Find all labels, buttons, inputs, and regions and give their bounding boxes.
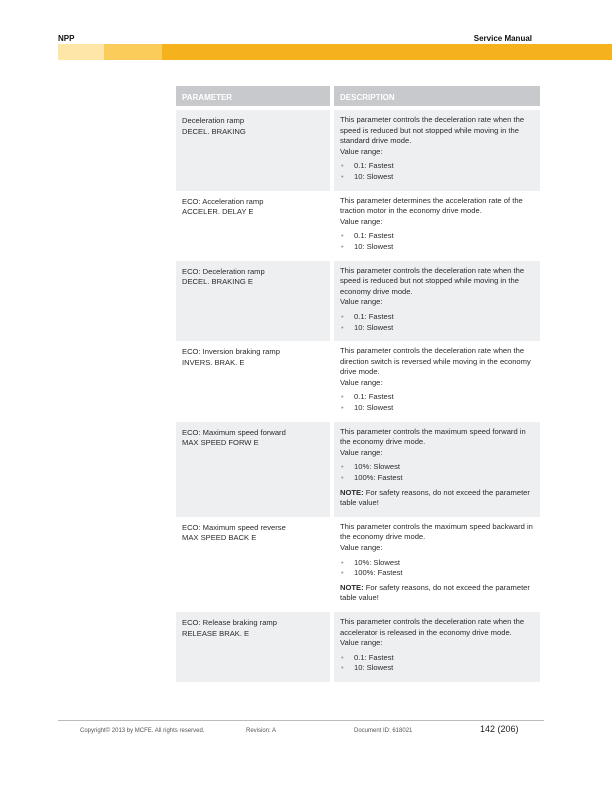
list-item: • 10%: Slowest — [340, 558, 534, 569]
parameter-code: ACCELER. DELAY E — [182, 207, 254, 217]
footer-revision: Revision: A — [246, 728, 277, 734]
list-item: • 100%: Fastest — [340, 473, 534, 484]
value-range-label: Value range: — [340, 297, 383, 307]
header-band-dark — [162, 44, 612, 60]
parameter-cell — [176, 191, 330, 261]
parameter-code: RELEASE BRAK. E — [182, 628, 250, 638]
parameter-name: Deceleration ramp — [182, 116, 245, 125]
value-list — [340, 312, 534, 333]
description-cell — [334, 110, 540, 191]
header-band-light — [58, 44, 104, 60]
value-range-label: Value range: — [340, 216, 383, 226]
footer-page-number: 142 (206) — [480, 724, 519, 734]
table-row — [176, 341, 540, 422]
note-text: For safety reasons, do not exceed the parameter table value! — [340, 582, 530, 603]
value-range-label: Value range: — [340, 146, 383, 156]
description-text: This parameter controls the deceleration rate when the speed is reduced but not stopped while moving in the standard drive mode. — [340, 115, 525, 146]
table-row — [176, 422, 540, 517]
column-header-description: DESCRIPTION — [334, 86, 540, 110]
value-range-label: Value range: — [340, 447, 383, 457]
description-cell — [334, 341, 540, 422]
parameter-cell — [176, 110, 330, 191]
parameter-cell — [176, 612, 330, 682]
description-cell — [334, 517, 540, 612]
description-cell — [334, 612, 540, 682]
parameter-name: ECO: Maximum speed forward — [182, 427, 286, 437]
footer-divider — [58, 720, 544, 721]
description-cell — [334, 191, 540, 261]
value-list — [340, 161, 534, 182]
parameter-code: INVERS. BRAK. E — [182, 357, 245, 367]
list-item: • 0.1: Fastest — [340, 392, 534, 403]
table-row — [176, 612, 540, 682]
value-range-label: Value range: — [340, 377, 383, 387]
header-band-mid — [104, 44, 162, 60]
value-list — [340, 392, 534, 413]
parameter-code: DECEL. BRAKING E — [182, 277, 253, 287]
note-label: NOTE: — [340, 582, 364, 592]
parameter-name: ECO: Deceleration ramp — [182, 266, 265, 276]
value-list — [340, 462, 534, 483]
table-row — [176, 110, 540, 191]
list-item: • 10: Slowest — [340, 172, 534, 183]
description-text: This parameter controls the maximum speed forward in the economy drive mode. — [340, 426, 526, 447]
description-cell — [334, 261, 540, 342]
value-list — [340, 653, 534, 674]
description-text: This parameter controls the maximum speed backward in the economy drive mode. — [340, 521, 533, 542]
list-item: • 10: Slowest — [340, 323, 534, 334]
description-text: This parameter controls the deceleration rate when the direction switch is reversed while moving in the economy drive mode. — [340, 346, 531, 377]
parameter-cell — [176, 341, 330, 422]
parameter-code: MAX SPEED BACK E — [182, 533, 257, 543]
list-item: • 0.1: Fastest — [340, 312, 534, 323]
list-item: • 0.1: Fastest — [340, 653, 534, 664]
description-cell — [334, 422, 540, 517]
safety-note — [340, 488, 534, 509]
parameter-cell — [176, 422, 330, 517]
parameter-code: MAX SPEED FORW E — [182, 438, 259, 448]
parameter-cell — [176, 517, 330, 612]
description-text: This parameter determines the acceleration rate of the traction motor in the economy drive mode. — [340, 195, 523, 216]
value-list — [340, 231, 534, 252]
list-item: • 10: Slowest — [340, 403, 534, 414]
value-range-label: Value range: — [340, 543, 383, 552]
table-row — [176, 261, 540, 342]
footer-document-id: Document ID: 618021 — [354, 728, 413, 734]
column-header-parameter: PARAMETER — [176, 86, 330, 110]
parameter-table — [172, 86, 544, 682]
note-text: For safety reasons, do not exceed the parameter table value! — [340, 487, 530, 508]
list-item: • 0.1: Fastest — [340, 231, 534, 242]
table-row — [176, 517, 540, 612]
list-item: • 100%: Fastest — [340, 568, 534, 579]
header-title: NPP — [58, 34, 75, 43]
parameter-code: DECEL. BRAKING — [182, 126, 246, 136]
parameter-name: ECO: Acceleration ramp — [182, 196, 264, 206]
parameter-name: ECO: Inversion braking ramp — [182, 347, 280, 357]
table-row — [176, 191, 540, 261]
parameter-name: ECO: Release braking ramp — [182, 617, 277, 627]
list-item: • 0.1: Fastest — [340, 161, 534, 172]
safety-note — [340, 583, 534, 604]
description-text: This parameter controls the deceleration rate when the accelerator is released in the economy drive mode. — [340, 616, 525, 637]
value-range-label: Value range: — [340, 638, 383, 648]
header-manual-title: Service Manual — [473, 34, 532, 43]
list-item: • 10%: Slowest — [340, 462, 534, 473]
parameter-cell — [176, 261, 330, 342]
list-item: • 10: Slowest — [340, 242, 534, 253]
value-list — [340, 558, 534, 579]
description-text: This parameter controls the deceleration rate when the speed is reduced but not stopped while moving in the economy drive mode. — [340, 265, 525, 296]
list-item: • 10: Slowest — [340, 663, 534, 674]
parameter-name: ECO: Maximum speed reverse — [182, 522, 286, 532]
footer-copyright: Copyright© 2013 by MCFE. All rights reserved. — [80, 728, 205, 734]
note-label: NOTE: — [340, 487, 364, 497]
